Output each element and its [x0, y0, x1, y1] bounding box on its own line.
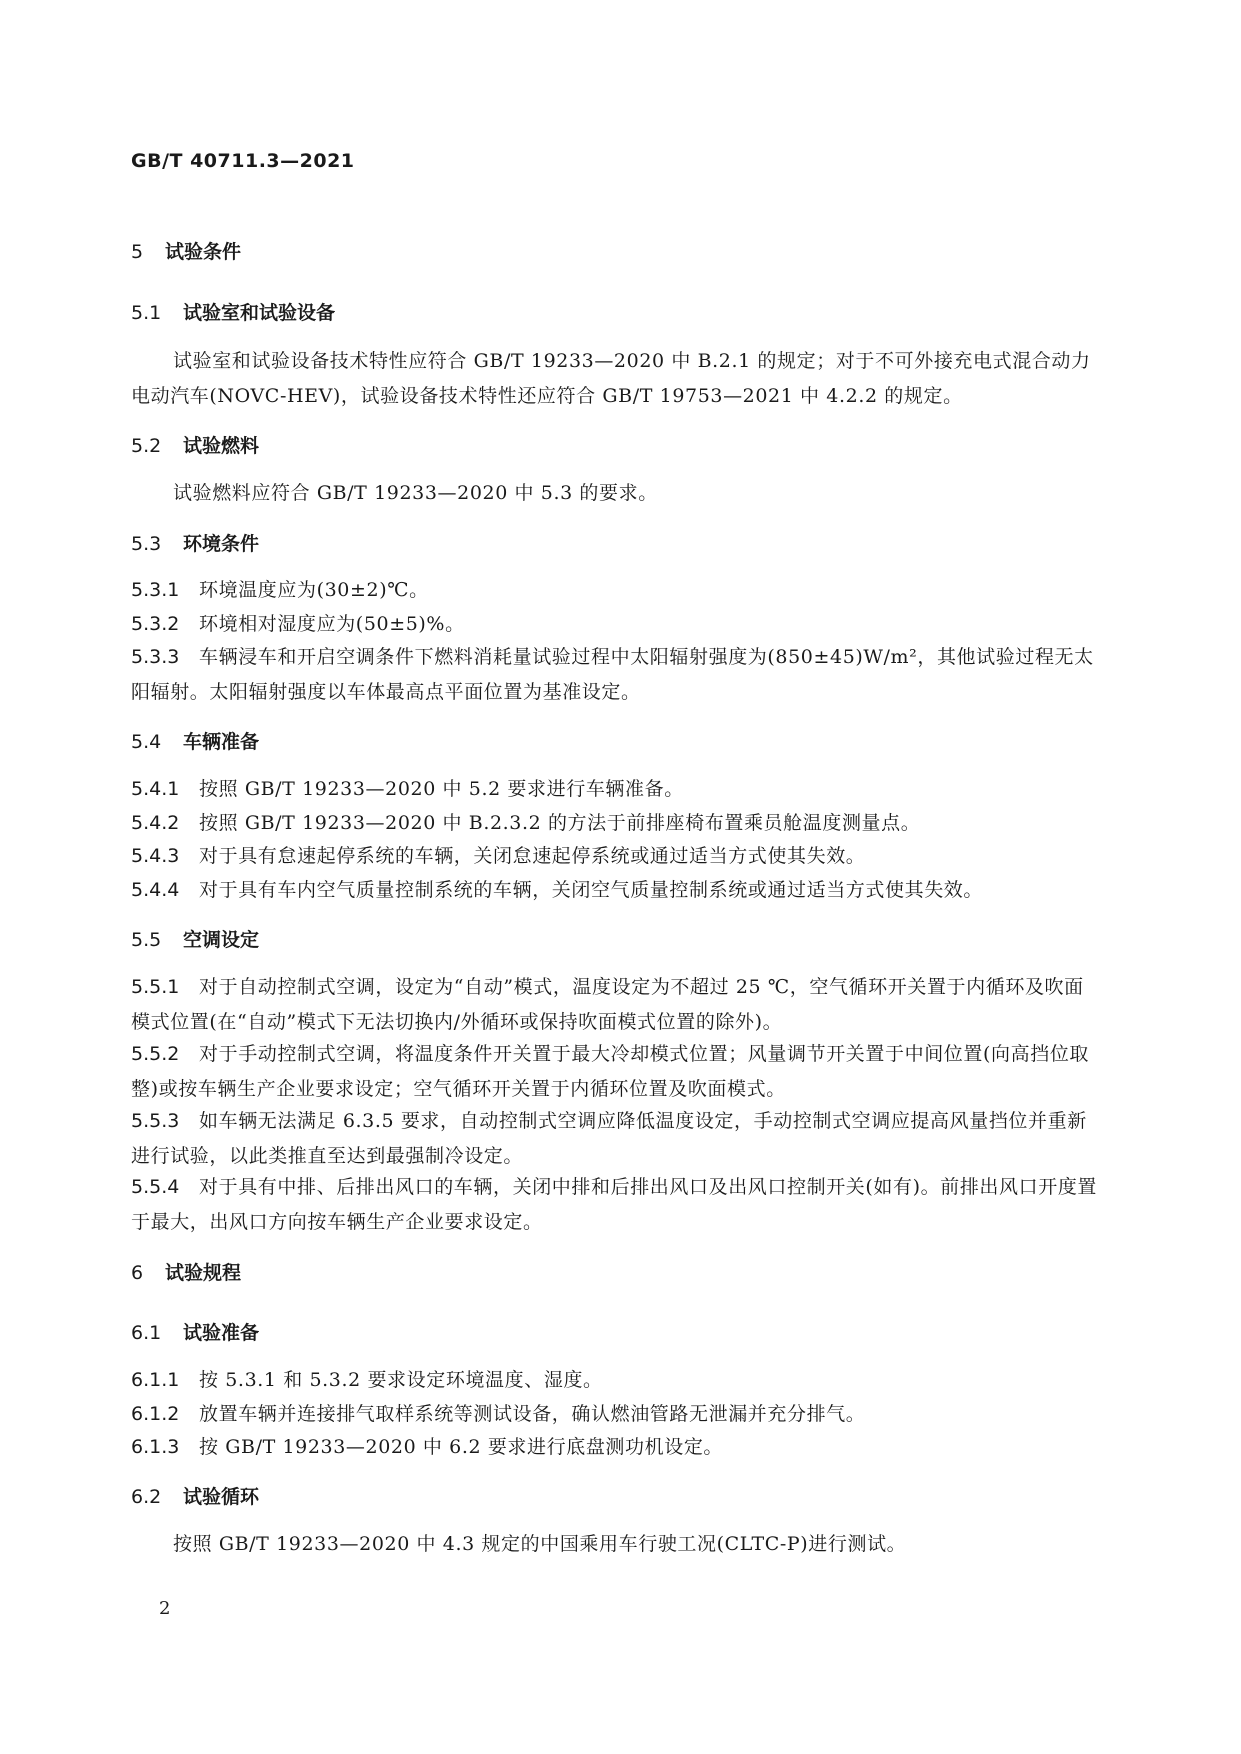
section-number: 5 — [131, 241, 144, 263]
section-heading — [131, 237, 241, 264]
clause: 5.3.1 环境温度应为(30±2)℃。 — [131, 579, 429, 601]
section-title: 试验规程 — [165, 1262, 242, 1284]
clause: 6.1.2 放置车辆并连接排气取样系统等测试设备，确认燃油管路无泄漏并充分排气。 — [131, 1403, 866, 1425]
page-number: 2 — [159, 1598, 171, 1619]
clause: 5.5.1 对于自动控制式空调，设定为“自动”模式，温度设定为不超过 25 ℃，空气循环开关置于内循环及吹面模式位置(在“自动”模式下无法切换内/外循环或保持吹面模式位置的除外)。 — [131, 976, 1084, 1033]
subsection-heading: 6.1 试验准备 — [131, 1322, 260, 1344]
clause: 5.5.2 对于手动控制式空调，将温度条件开关置于最大冷却模式位置；风量调节开关置于中间位置(向高挡位取整)或按车辆生产企业要求设定；空气循环开关置于内循环位置及吹面模式。 — [131, 1043, 1090, 1100]
clause: 5.4.2 按照 GB/T 19233—2020 中 B.2.3.2 的方法于前排座椅布置乘员舱温度测量点。 — [131, 812, 921, 834]
clause: 5.4.3 对于具有怠速起停系统的车辆，关闭怠速起停系统或通过适当方式使其失效。 — [131, 845, 866, 867]
paragraph: 按照 GB/T 19233—2020 中 4.3 规定的中国乘用车行驶工况(CLTC-P)进行测试。 — [173, 1533, 907, 1555]
clause: 6.1.3 按 GB/T 19233—2020 中 6.2 要求进行底盘测功机设定。 — [131, 1436, 724, 1458]
subsection-heading: 5.2 试验燃料 — [131, 435, 260, 457]
subsection-heading: 5.3 环境条件 — [131, 533, 260, 555]
subsection-heading: 5.1 试验室和试验设备 — [131, 302, 336, 324]
clause: 5.5.3 如车辆无法满足 6.3.5 要求，自动控制式空调应降低温度设定，手动控制式空调应提高风量挡位并重新进行试验，以此类推直至达到最强制冷设定。 — [131, 1110, 1087, 1167]
clause: 5.4.1 按照 GB/T 19233—2020 中 5.2 要求进行车辆准备。 — [131, 778, 684, 800]
standard-number: GB/T 40711.3—2021 — [131, 150, 355, 172]
clause: 5.5.4 对于具有中排、后排出风口的车辆，关闭中排和后排出风口及出风口控制开关(如有)。前排出风口开度置于最大，出风口方向按车辆生产企业要求设定。 — [131, 1176, 1098, 1233]
clause: 5.3.2 环境相对湿度应为(50±5)%。 — [131, 613, 465, 635]
clause: 6.1.1 按 5.3.1 和 5.3.2 要求设定环境温度、湿度。 — [131, 1369, 603, 1391]
section-number: 6 — [131, 1262, 144, 1284]
subsection-heading: 5.4 车辆准备 — [131, 731, 260, 753]
paragraph: 试验室和试验设备技术特性应符合 GB/T 19233—2020 中 B.2.1 的规定；对于不可外接充电式混合动力电动汽车(NOVC-HEV)，试验设备技术特性还应符合 GB/T 19753—2021 中 4.2.2 的规定。 — [131, 350, 1091, 407]
clause: 5.3.3 车辆浸车和开启空调条件下燃料消耗量试验过程中太阳辐射强度为(850±45)W/m²，其他试验过程无太阳辐射。太阳辐射强度以车体最高点平面位置为基准设定。 — [131, 646, 1094, 703]
paragraph: 试验燃料应符合 GB/T 19233—2020 中 5.3 的要求。 — [173, 482, 658, 504]
section-heading — [131, 1258, 241, 1285]
section-title: 试验条件 — [165, 241, 242, 263]
subsection-heading: 6.2 试验循环 — [131, 1486, 260, 1508]
clause: 5.4.4 对于具有车内空气质量控制系统的车辆，关闭空气质量控制系统或通过适当方式使其失效。 — [131, 879, 984, 901]
subsection-heading: 5.5 空调设定 — [131, 929, 260, 951]
